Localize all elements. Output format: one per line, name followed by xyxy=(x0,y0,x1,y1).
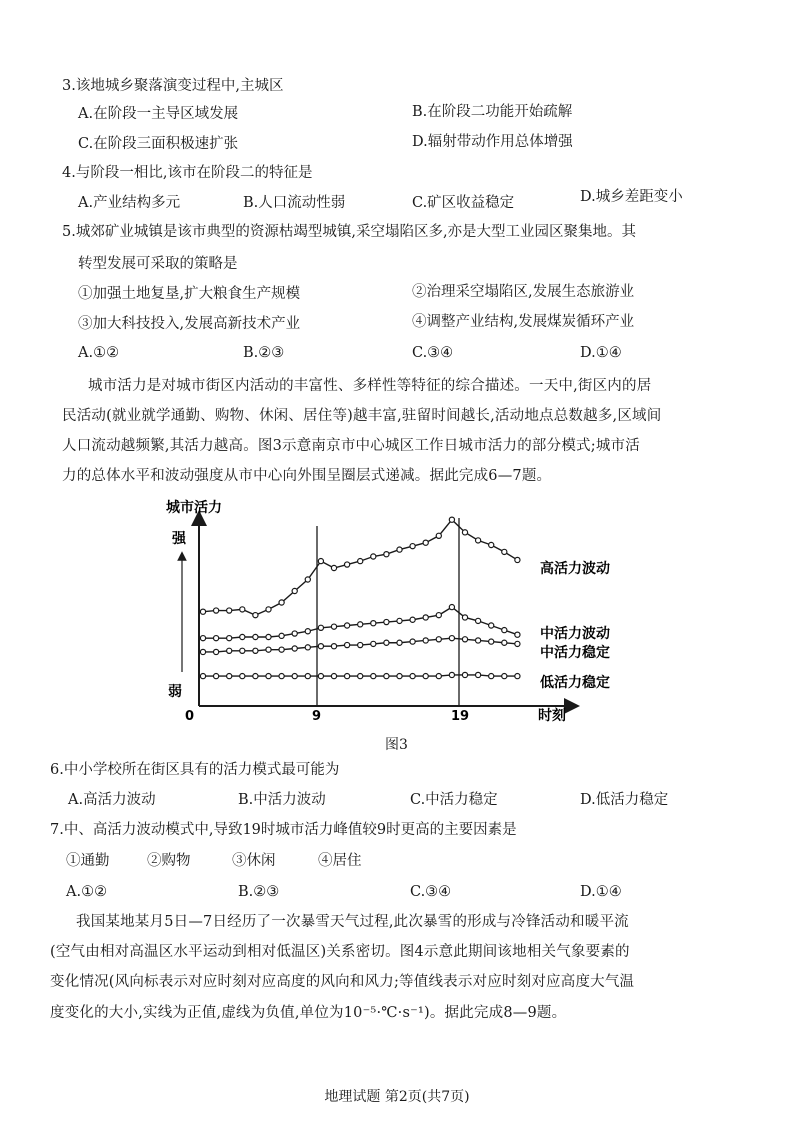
data-point-mid-stable-16 xyxy=(410,639,415,644)
data-point-mid-fluctuating-17 xyxy=(423,615,428,620)
data-point-high-fluctuating-15 xyxy=(397,547,402,552)
data-point-low-stable-20 xyxy=(462,672,467,677)
q7-option-b: B.②③ xyxy=(238,884,280,900)
data-point-mid-fluctuating-7 xyxy=(292,631,297,636)
q4-option-a: A.产业结构多元 xyxy=(78,195,181,211)
q5-item-3: ③加大科技投入,发展高新技术产业 xyxy=(78,316,301,332)
data-point-low-stable-2 xyxy=(227,674,232,679)
data-point-high-fluctuating-8 xyxy=(305,577,310,582)
data-point-low-stable-7 xyxy=(292,674,297,679)
page-footer: 地理试题 第2页(共7页) xyxy=(324,1089,470,1105)
series-label-high-fluctuating: 高活力波动 xyxy=(540,561,610,577)
data-point-mid-stable-7 xyxy=(292,646,297,651)
passage1-line4: 力的总体水平和波动强度从市中心向外围呈圈层式递减。据此完成6—7题。 xyxy=(62,468,552,484)
q6-option-d: D.低活力稳定 xyxy=(580,792,669,808)
data-point-mid-fluctuating-23 xyxy=(502,628,507,633)
q3-option-d: D.辐射带动作用总体增强 xyxy=(412,134,573,150)
data-point-mid-fluctuating-20 xyxy=(462,615,467,620)
data-point-high-fluctuating-9 xyxy=(318,559,323,564)
data-point-mid-stable-0 xyxy=(200,649,205,654)
q5-option-a: A.①② xyxy=(78,345,120,361)
q7-option-d: D.①④ xyxy=(580,884,622,900)
data-point-high-fluctuating-16 xyxy=(410,544,415,549)
data-point-mid-fluctuating-19 xyxy=(449,605,454,610)
data-point-mid-stable-20 xyxy=(462,637,467,642)
q7-stem: 7.中、高活力波动模式中,导致19时城市活力峰值较9时更高的主要因素是 xyxy=(50,822,517,838)
data-point-low-stable-21 xyxy=(476,672,481,677)
data-point-high-fluctuating-5 xyxy=(266,607,271,612)
data-point-mid-stable-4 xyxy=(253,648,258,653)
data-point-mid-stable-6 xyxy=(279,647,284,652)
data-point-mid-fluctuating-15 xyxy=(397,618,402,623)
x-tick-9: 9 xyxy=(312,709,322,724)
x-tick-0: 0 xyxy=(185,709,195,724)
data-point-mid-fluctuating-18 xyxy=(436,613,441,618)
data-point-mid-stable-22 xyxy=(489,639,494,644)
q5-option-c: C.③④ xyxy=(412,345,454,361)
series-line-high-fluctuating xyxy=(203,520,517,615)
data-point-low-stable-0 xyxy=(200,674,205,679)
data-point-mid-stable-14 xyxy=(384,640,389,645)
passage1-line2: 民活动(就业就学通勤、购物、休闲、居住等)越丰富,驻留时间越长,活动地点总数越多,区域间 xyxy=(62,408,662,424)
data-point-mid-fluctuating-8 xyxy=(305,629,310,634)
data-point-low-stable-15 xyxy=(397,674,402,679)
data-point-mid-stable-21 xyxy=(476,638,481,643)
q5-stem-line2: 转型发展可采取的策略是 xyxy=(78,256,238,272)
data-point-low-stable-11 xyxy=(345,674,350,679)
q5-item-4: ④调整产业结构,发展煤炭循环产业 xyxy=(412,314,635,330)
data-point-low-stable-1 xyxy=(214,674,219,679)
data-point-low-stable-4 xyxy=(253,674,258,679)
data-point-low-stable-10 xyxy=(331,674,336,679)
data-point-high-fluctuating-10 xyxy=(331,565,336,570)
data-point-mid-fluctuating-12 xyxy=(358,622,363,627)
q7-item-2: ②购物 xyxy=(147,853,191,869)
data-point-high-fluctuating-14 xyxy=(384,552,389,557)
data-point-mid-stable-23 xyxy=(502,640,507,645)
y-strong-label: 强 xyxy=(172,531,186,547)
x-axis-label: 时刻 xyxy=(538,708,566,724)
y-axis-label: 城市活力 xyxy=(166,500,222,516)
data-point-low-stable-5 xyxy=(266,674,271,679)
q3-option-a: A.在阶段一主导区域发展 xyxy=(78,106,239,122)
data-point-low-stable-23 xyxy=(502,674,507,679)
q7-item-3: ③休闲 xyxy=(232,853,276,869)
data-point-mid-stable-18 xyxy=(436,637,441,642)
q4-option-d: D.城乡差距变小 xyxy=(580,189,683,205)
data-point-mid-stable-19 xyxy=(449,636,454,641)
passage2-line1: 我国某地某月5日—7日经历了一次暴雪天气过程,此次暴雪的形成与冷锋活动和暖平流 xyxy=(76,914,629,930)
series-label-mid-stable: 中活力稳定 xyxy=(540,645,610,661)
data-point-low-stable-12 xyxy=(358,674,363,679)
q5-stem-line1: 5.城郊矿业城镇是该市典型的资源枯竭型城镇,采空塌陷区多,亦是大型工业园区聚集地。其 xyxy=(62,224,637,240)
data-point-high-fluctuating-13 xyxy=(371,554,376,559)
q3-option-b: B.在阶段二功能开始疏解 xyxy=(412,104,573,120)
data-point-low-stable-14 xyxy=(384,674,389,679)
q7-option-c: C.③④ xyxy=(410,884,452,900)
data-point-mid-fluctuating-10 xyxy=(331,624,336,629)
data-point-mid-stable-3 xyxy=(240,648,245,653)
data-point-high-fluctuating-24 xyxy=(515,557,520,562)
passage2-line3: 变化情况(风向标表示对应时刻对应高度的风向和风力;等值线表示对应时刻对应高度大气温 xyxy=(50,974,635,990)
data-point-high-fluctuating-11 xyxy=(345,562,350,567)
figure3-chart xyxy=(0,496,794,736)
data-point-mid-fluctuating-1 xyxy=(214,636,219,641)
data-point-mid-stable-9 xyxy=(318,644,323,649)
data-point-mid-fluctuating-16 xyxy=(410,617,415,622)
passage2-line2: (空气由相对高温区水平运动到相对低温区)关系密切。图4示意此期间该地相关气象要素的 xyxy=(50,944,630,960)
data-point-mid-stable-2 xyxy=(227,648,232,653)
data-point-high-fluctuating-0 xyxy=(200,609,205,614)
passage1-line3: 人口流动越频繁,其活力越高。图3示意南京市中心城区工作日城市活力的部分模式;城市活 xyxy=(62,438,640,454)
data-point-low-stable-18 xyxy=(436,674,441,679)
q6-stem: 6.中小学校所在街区具有的活力模式最可能为 xyxy=(50,762,340,778)
data-point-high-fluctuating-2 xyxy=(227,608,232,613)
data-point-low-stable-3 xyxy=(240,674,245,679)
q4-option-b: B.人口流动性弱 xyxy=(243,195,346,211)
data-point-high-fluctuating-19 xyxy=(449,517,454,522)
data-point-high-fluctuating-20 xyxy=(462,530,467,535)
data-point-low-stable-17 xyxy=(423,674,428,679)
data-point-high-fluctuating-17 xyxy=(423,540,428,545)
q6-option-a: A.高活力波动 xyxy=(68,792,156,808)
data-point-mid-fluctuating-3 xyxy=(240,634,245,639)
q7-option-a: A.①② xyxy=(66,884,108,900)
data-point-high-fluctuating-4 xyxy=(253,613,258,618)
data-point-high-fluctuating-3 xyxy=(240,607,245,612)
series-label-mid-fluctuating: 中活力波动 xyxy=(540,626,610,642)
q5-option-b: B.②③ xyxy=(243,345,285,361)
data-point-low-stable-16 xyxy=(410,674,415,679)
q3-option-c: C.在阶段三面积极速扩张 xyxy=(78,136,239,152)
x-tick-19: 19 xyxy=(451,709,470,724)
data-point-mid-stable-15 xyxy=(397,640,402,645)
q7-item-1: ①通勤 xyxy=(66,853,110,869)
data-point-mid-stable-10 xyxy=(331,644,336,649)
data-point-high-fluctuating-7 xyxy=(292,588,297,593)
data-point-low-stable-8 xyxy=(305,674,310,679)
q3-stem: 3.该地城乡聚落演变过程中,主城区 xyxy=(62,78,284,94)
data-point-low-stable-24 xyxy=(515,674,520,679)
data-point-mid-stable-24 xyxy=(515,641,520,646)
data-point-mid-fluctuating-11 xyxy=(345,623,350,628)
data-point-mid-stable-5 xyxy=(266,647,271,652)
data-point-high-fluctuating-6 xyxy=(279,600,284,605)
data-point-low-stable-6 xyxy=(279,674,284,679)
data-point-mid-fluctuating-22 xyxy=(489,623,494,628)
data-point-high-fluctuating-12 xyxy=(358,559,363,564)
data-point-mid-fluctuating-24 xyxy=(515,632,520,637)
data-point-low-stable-19 xyxy=(449,672,454,677)
data-point-mid-stable-1 xyxy=(214,649,219,654)
q6-option-b: B.中活力波动 xyxy=(238,792,326,808)
series-label-low-stable: 低活力稳定 xyxy=(540,675,610,691)
data-point-high-fluctuating-23 xyxy=(502,549,507,554)
passage2-line4: 度变化的大小,实线为正值,虚线为负值,单位为10⁻⁵·℃·s⁻¹)。据此完成8—9题。 xyxy=(50,1005,567,1021)
data-point-low-stable-13 xyxy=(371,674,376,679)
data-point-high-fluctuating-21 xyxy=(476,538,481,543)
y-weak-label: 弱 xyxy=(168,684,182,700)
q6-option-c: C.中活力稳定 xyxy=(410,792,498,808)
data-point-mid-fluctuating-2 xyxy=(227,636,232,641)
data-point-mid-fluctuating-5 xyxy=(266,634,271,639)
data-point-high-fluctuating-22 xyxy=(489,542,494,547)
q4-option-c: C.矿区收益稳定 xyxy=(412,195,515,211)
data-point-low-stable-9 xyxy=(318,674,323,679)
data-point-mid-fluctuating-9 xyxy=(318,625,323,630)
data-point-mid-fluctuating-13 xyxy=(371,621,376,626)
data-point-mid-stable-13 xyxy=(371,641,376,646)
q7-item-4: ④居住 xyxy=(318,853,362,869)
q5-option-d: D.①④ xyxy=(580,345,622,361)
data-point-mid-fluctuating-0 xyxy=(200,636,205,641)
q4-stem: 4.与阶段一相比,该市在阶段二的特征是 xyxy=(62,165,313,181)
data-point-mid-stable-11 xyxy=(345,642,350,647)
figure3-caption: 图3 xyxy=(385,737,408,753)
data-point-mid-stable-12 xyxy=(358,642,363,647)
data-point-mid-fluctuating-21 xyxy=(476,618,481,623)
data-point-high-fluctuating-1 xyxy=(214,608,219,613)
data-point-mid-fluctuating-4 xyxy=(253,634,258,639)
data-point-high-fluctuating-18 xyxy=(436,533,441,538)
q5-item-2: ②治理采空塌陷区,发展生态旅游业 xyxy=(412,284,635,300)
data-point-mid-stable-17 xyxy=(423,638,428,643)
passage1-line1: 城市活力是对城市街区内活动的丰富性、多样性等特征的综合描述。一天中,街区内的居 xyxy=(88,378,652,394)
q5-item-1: ①加强土地复垦,扩大粮食生产规模 xyxy=(78,286,301,302)
data-point-low-stable-22 xyxy=(489,674,494,679)
data-point-mid-fluctuating-14 xyxy=(384,619,389,624)
data-point-mid-stable-8 xyxy=(305,645,310,650)
data-point-mid-fluctuating-6 xyxy=(279,633,284,638)
